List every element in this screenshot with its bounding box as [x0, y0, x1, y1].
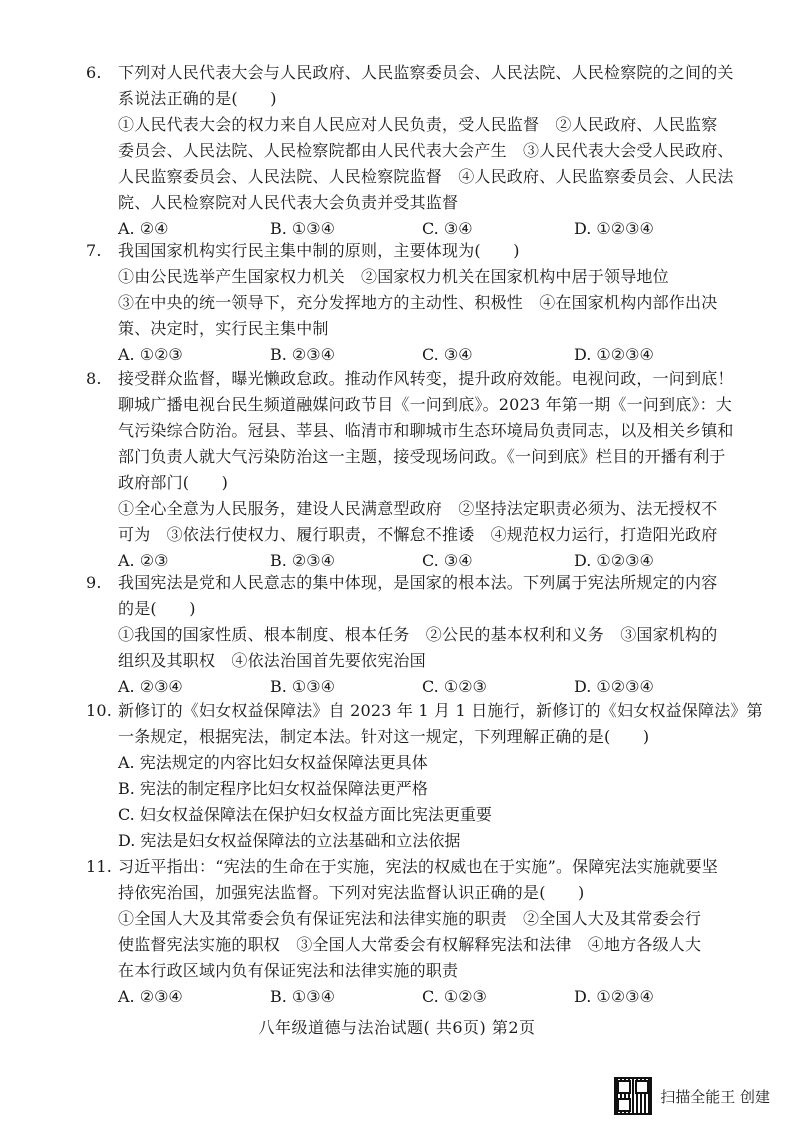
option-d: D. ①②③④	[574, 219, 654, 238]
option-a: A. ②④	[118, 219, 169, 238]
statement-line: ①我国的国家性质、根本制度、根本任务 ②公民的基本权利和义务 ③国家机构的	[118, 625, 718, 644]
statement-line: ①由公民选举产生国家权力机关 ②国家权力机关在国家机构中居于领导地位	[118, 267, 669, 286]
question-6	[86, 60, 734, 242]
statement-line: 人民监察委员会、人民法院、人民检察院监督 ④人民政府、人民监察委员会、人民法	[118, 167, 734, 186]
statement-line: ①全国人大及其常委会负有保证宪法和法律实施的职责 ②全国人大及其常委会行	[118, 909, 702, 928]
option-c: C. ①②③	[422, 677, 487, 696]
answer-options	[86, 674, 726, 700]
statement-line: 院、人民检察院对人民代表大会负责并受其监督	[118, 193, 459, 212]
statement-line: 策、决定时，实行民主集中制	[118, 319, 329, 338]
question-11	[86, 854, 726, 1010]
statement-line: ①人民代表大会的权力来自人民应对人民负责，受人民监督 ②人民政府、人民监察	[118, 115, 718, 134]
statement-line: ①全心全意为人民服务，建设人民满意型政府 ②坚持法定职责必须为、法无授权不	[118, 499, 718, 518]
option-c: C. ③④	[422, 551, 473, 570]
question-number: 6.	[86, 63, 102, 82]
option-a: A. ②③④	[118, 987, 183, 1006]
option-a: A. ②③④	[118, 677, 183, 696]
scanner-watermark	[614, 1077, 770, 1115]
statement-line: 使监督宪法实施的职权 ③全国人大常委会有权解释宪法和法律 ④地方各级人大	[118, 935, 702, 954]
option-a: A. ②③	[118, 551, 169, 570]
option-b: B. 宪法的制定程序比妇女权益保障法更严格	[118, 779, 428, 798]
option-b: B. ①③④	[270, 677, 335, 696]
option-b: B. ②③④	[270, 345, 335, 364]
question-stem: 持依宪治国，加强宪法监督。下列对宪法监督认识正确的是( )	[118, 883, 585, 902]
question-number: 11.	[86, 857, 113, 876]
question-number: 8.	[86, 369, 102, 388]
question-9	[86, 570, 726, 700]
option-b: B. ①③④	[270, 987, 335, 1006]
statement-line: 在本行政区域内负有保证宪法和法律实施的职责	[118, 961, 459, 980]
answer-options	[86, 342, 726, 368]
option-d: D. ①②③④	[574, 677, 654, 696]
question-stem: 气污染综合防治。冠县、莘县、临清市和聊城市生态环境局负责同志，以及相关乡镇和	[118, 421, 734, 440]
question-number: 7.	[86, 241, 102, 260]
option-b: B. ②③④	[270, 551, 335, 570]
page-footer: 八年级道德与法治试题( 共6页) 第2页	[258, 1018, 536, 1037]
question-stem: 聊城广播电视台民生频道融媒问政节目《一问到底》。2023 年第一期《一问到底》：大	[118, 395, 733, 414]
question-stem: 部门负责人就大气污染防治这一主题，接受现场问政。《一问到底》栏目的开播有利于	[118, 447, 726, 466]
question-8	[86, 366, 734, 574]
question-stem: 系说法正确的是( )	[118, 89, 277, 108]
question-stem: 新修订的《妇女权益保障法》自 2023 年 1 月 1 日施行，新修订的《妇女权益保障法》第	[118, 701, 763, 720]
option-d: D. ①②③④	[574, 551, 654, 570]
option-c: C. 妇女权益保障法在保护妇女权益方面比宪法更重要	[118, 805, 492, 824]
question-stem: 政府部门( )	[118, 473, 229, 492]
option-a: A. ①②③	[118, 345, 183, 364]
option-d: D. ①②③④	[574, 345, 654, 364]
question-stem: 我国宪法是党和人民意志的集中体现，是国家的根本法。下列属于宪法所规定的内容	[118, 573, 718, 592]
option-c: C. ③④	[422, 219, 473, 238]
scanner-label: 扫描全能王 创建	[660, 1087, 770, 1106]
question-10	[86, 698, 763, 854]
qr-code-icon	[614, 1077, 652, 1115]
option-d: D. ①②③④	[574, 987, 654, 1006]
question-stem: 的是( )	[118, 599, 196, 618]
question-stem: 习近平指出：“宪法的生命在于实施，宪法的权威也在于实施”。保障宪法实施就要坚	[118, 857, 718, 876]
answer-options	[86, 984, 726, 1010]
statement-line: ③在中央的统一领导下，充分发挥地方的主动性、积极性 ④在国家机构内部作出决	[118, 293, 718, 312]
statement-line: 可为 ③依法行使权力、履行职责，不懈怠不推诿 ④规范权力运行，打造阳光政府	[118, 525, 718, 544]
option-c: C. ③④	[422, 345, 473, 364]
question-7	[86, 238, 726, 368]
option-c: C. ①②③	[422, 987, 487, 1006]
statement-line: 委员会、人民法院、人民检察院都由人民代表大会产生 ③人民代表大会受人民政府、	[118, 141, 734, 160]
question-stem: 接受群众监督，曝光懒政怠政。推动作风转变，提升政府效能。电视问政，一问到底！	[118, 369, 734, 388]
question-stem: 下列对人民代表大会与人民政府、人民监察委员会、人民法院、人民检察院的之间的关	[118, 63, 734, 82]
question-number: 10.	[86, 701, 113, 720]
statement-line: 组织及其职权 ④依法治国首先要依宪治国	[118, 651, 426, 670]
option-a: A. 宪法规定的内容比妇女权益保障法更具体	[118, 753, 428, 772]
question-stem: 我国国家机构实行民主集中制的原则，主要体现为( )	[118, 241, 520, 260]
question-stem: 一条规定，根据宪法，制定本法。针对这一规定，下列理解正确的是( )	[118, 727, 650, 746]
question-number: 9.	[86, 573, 102, 592]
option-b: B. ①③④	[270, 219, 335, 238]
option-d: D. 宪法是妇女权益保障法的立法基础和立法依据	[118, 831, 461, 850]
